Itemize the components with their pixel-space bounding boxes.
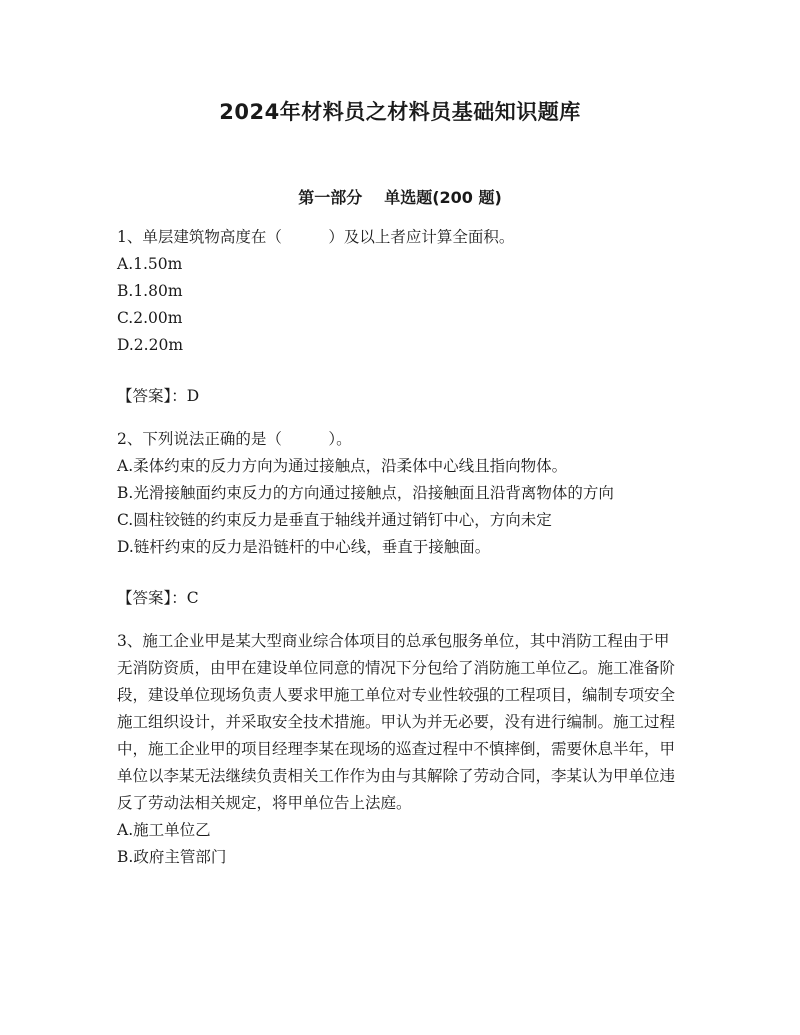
question-3-option-a: A.施工单位乙 bbox=[117, 821, 211, 839]
question-1-option-b: B.1.80m bbox=[117, 282, 183, 300]
question-list bbox=[117, 224, 677, 871]
question-2-option-a: A.柔体约束的反力方向为通过接触点，沿柔体中心线且指向物体。 bbox=[117, 457, 568, 475]
question-1-option-a: A.1.50m bbox=[117, 255, 183, 273]
question-1-answer bbox=[117, 383, 677, 410]
question-2-answer bbox=[117, 585, 677, 612]
document-title: 2024年材料员之材料员基础知识题库 bbox=[219, 100, 581, 124]
answer-value: D bbox=[186, 387, 200, 405]
question-1-stem: 1、单层建筑物高度在（ ）及以上者应计算全面积。 bbox=[117, 228, 515, 246]
question-1-option-c: C.2.00m bbox=[117, 309, 183, 327]
section-part: 第一部分 bbox=[298, 188, 363, 207]
section-heading bbox=[0, 185, 800, 208]
question-1 bbox=[117, 224, 677, 410]
question-2 bbox=[117, 426, 677, 612]
question-2-option-d: D.链杆约束的反力是沿链杆的中心线，垂直于接触面。 bbox=[117, 538, 491, 556]
section-name: 单选题(200 题) bbox=[384, 188, 502, 207]
question-3-option-b: B.政府主管部门 bbox=[117, 848, 227, 866]
answer-value: C bbox=[186, 589, 199, 607]
question-2-stem: 2、下列说法正确的是（ ）。 bbox=[117, 430, 352, 448]
answer-label: 【答案】： bbox=[117, 387, 187, 405]
question-2-option-b: B.光滑接触面约束反力的方向通过接触点，沿接触面且沿背离物体的方向 bbox=[117, 484, 614, 502]
answer-label: 【答案】： bbox=[117, 589, 187, 607]
question-2-option-c: C.圆柱铰链的约束反力是垂直于轴线并通过销钉中心，方向未定 bbox=[117, 511, 552, 529]
question-3-stem: 3、施工企业甲是某大型商业综合体项目的总承包服务单位，其中消防工程由于甲无消防资质，由甲在建设单位同意的情况下分包给了消防施工单位乙。施工准备阶段，建设单位现场负责人要求甲施工单位对专业性较强的工程项目，编制专项安全施工组织设计，并采取安全技术措施。甲认为并无必要，没有进行编制。施工过程中，施工企业甲的项目经理李某在现场的巡查过程中不慎摔倒，需要休息半年，甲单位以李某无法继续负责相关工作作为由与其解除了劳动合同，李某认为甲单位违反了劳动法相关规定，将甲单位告上法庭。 bbox=[117, 632, 676, 812]
question-3 bbox=[117, 628, 677, 871]
question-1-option-d: D.2.20m bbox=[117, 336, 184, 354]
